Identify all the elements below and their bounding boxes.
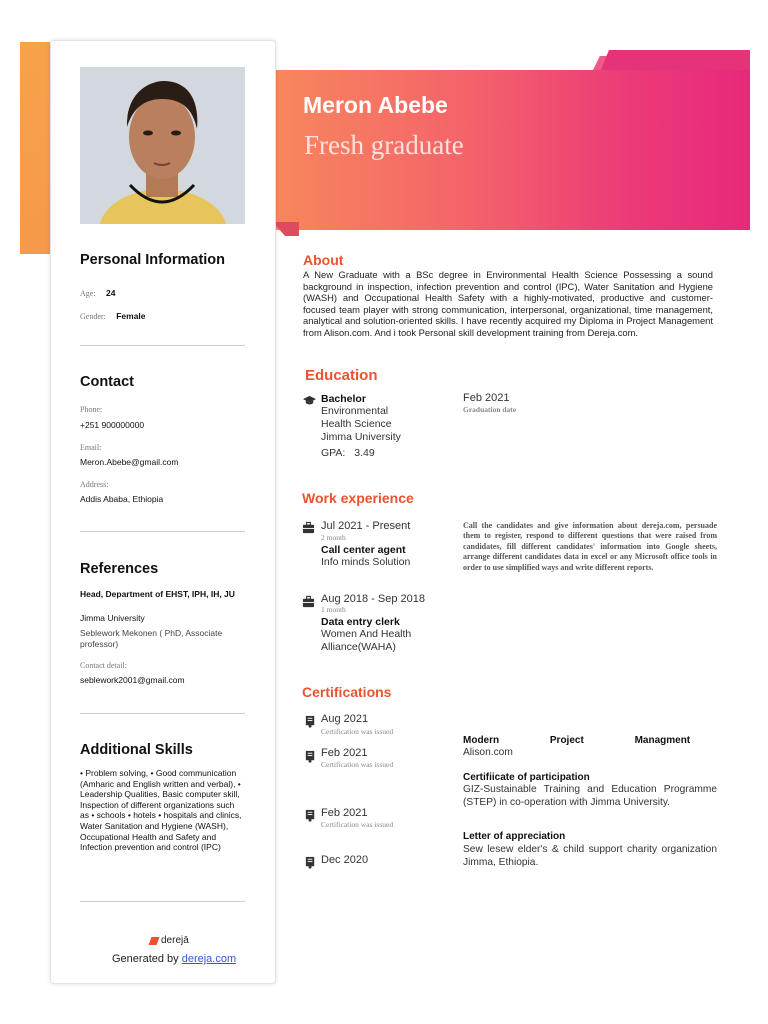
briefcase-icon (302, 595, 315, 608)
cert-1-date: Aug 2021 (321, 713, 369, 725)
cert-detail-2-title: Certifiicate of participation (463, 772, 590, 783)
graduation-date: Feb 2021 (463, 392, 510, 404)
generated-by-text: Generated by (112, 953, 182, 965)
skills-heading: Additional Skills (80, 742, 193, 758)
age-row (80, 283, 115, 301)
reference-person: Seblework Mekonen ( PhD, Associate professor) (80, 628, 223, 649)
cert-detail-1-text: Alison.com (463, 747, 513, 758)
job-2-title: Data entry clerk (321, 616, 400, 628)
cert-1-sub: Certification was issued (321, 727, 394, 736)
candidate-name: Meron Abebe (303, 92, 448, 118)
cert-2-date: Feb 2021 (321, 747, 368, 759)
certificate-icon (304, 715, 317, 728)
education-heading: Education (305, 367, 378, 384)
age-value: 24 (106, 288, 116, 298)
briefcase-icon (302, 521, 315, 534)
left-accent-tip (36, 232, 50, 254)
gender-value: Female (116, 311, 146, 321)
job-1-company: Info minds Solution (321, 556, 411, 568)
graduation-date-label: Graduation date (463, 405, 517, 414)
job-2-duration: 1 month (321, 605, 346, 614)
gpa-row (321, 447, 375, 460)
job-1-dates: Jul 2021 - Present (321, 520, 411, 532)
reference-detail-label: Contact detail: (80, 661, 127, 670)
banner-tail (273, 222, 299, 236)
email-value[interactable]: Meron.Abebe@gmail.com (80, 457, 179, 467)
certificate-icon (304, 750, 317, 763)
certifications-heading: Certifications (302, 684, 392, 700)
cert-4-date: Dec 2020 (321, 854, 369, 866)
certificate-icon (304, 809, 317, 822)
cert-detail-1-title-text: Modern Project Managment (463, 735, 691, 746)
reference-email[interactable]: seblework2001@gmail.com (80, 675, 185, 685)
cert-detail-2-text: GIZ-Sustainable Training and Education Programme (STEP) in co-operation with Jimma University. (463, 784, 717, 808)
job-1-description: Call the candidates and give information about dereja.com, persuade them to register, respond to different questions that were raised from candidates, fill different candidates' information into Google sheets, arrange different candidates data in excel or any Microsoft office tools in order to use simplified ways and write different reports. (463, 521, 717, 572)
job-1-title: Call center agent (321, 544, 406, 556)
skills-text: • Problem solving, • Good communication (Amharic and English written and verbal), • Leadership Qualities, Basic computer skill, Inspection of different organizations such as • schools • hotels • hospitals and clinics, Water Sanitation and Hygiene (WASH), Occupational Health and Safety and Infection prevention and control (IPC) (80, 768, 242, 853)
graduation-cap-icon (303, 394, 316, 407)
work-heading: Work experience (302, 490, 414, 506)
cert-2-sub: Certification was issued (321, 760, 394, 769)
about-heading: About (303, 252, 344, 268)
certificate-icon (304, 856, 317, 869)
phone-label: Phone: (80, 405, 103, 414)
phone-value: +251 900000000 (80, 420, 145, 430)
cert-3-sub: Certification was issued (321, 820, 394, 829)
cert-detail-3-title: Letter of appreciation (463, 831, 566, 842)
job-2-dates: Aug 2018 - Sep 2018 (321, 593, 425, 605)
generated-by (112, 953, 236, 965)
dereja-logo-text: derejā (161, 935, 189, 946)
about-text: A New Graduate with a BSc degree in Environmental Health Science Possessing a sound background in inspection, infection prevention and control (IPC), Water Sanitation and Hygiene (WASH) and Occupational Health Safety with a highly-motivated, productive and customer-focused team player with strong communication, interpersonal, organizational, time management, analytical and solution-oriented skills. I have recently acquired my Diploma in Project Management from Alison.com. And i took Personal skill development training from Dereja.com. (303, 269, 713, 338)
gpa-value: 3.49 (354, 447, 375, 459)
job-2-company-line-1: Women And Health (321, 628, 412, 640)
divider (80, 713, 245, 714)
field-line-1: Environmental (321, 405, 389, 417)
cert-detail-3-text: Sew lesew elder's & child support charity organization Jimma, Ethiopia. (463, 844, 717, 868)
dereja-link[interactable]: dereja.com (181, 953, 237, 965)
personal-info-heading: Personal Information (80, 252, 226, 268)
dereja-logo (150, 935, 189, 946)
address-value: Addis Ababa, Ethiopia (80, 494, 164, 504)
job-2-company-line-2: Alliance(WAHA) (321, 641, 396, 653)
degree: Bachelor (321, 393, 366, 405)
cert-detail-1-title (463, 735, 718, 746)
profile-photo (80, 67, 245, 224)
divider (80, 901, 245, 902)
references-heading: References (80, 561, 159, 577)
dereja-logo-icon (149, 937, 160, 945)
gender-label: Gender: (80, 312, 106, 321)
field-line-2: Health Science (321, 418, 392, 430)
banner-accent-tab (600, 50, 750, 72)
reference-org: Jimma University (80, 613, 145, 623)
address-label: Address: (80, 480, 109, 489)
school-name: Jimma University (321, 431, 401, 443)
contact-heading: Contact (80, 374, 134, 390)
job-1-duration: 2 month (321, 533, 346, 542)
gender-row (80, 306, 146, 324)
divider (80, 531, 245, 532)
cert-3-date: Feb 2021 (321, 807, 368, 819)
gpa-label: GPA: (321, 447, 346, 459)
candidate-subtitle: Fresh graduate (304, 130, 464, 160)
divider (80, 345, 245, 346)
age-label: Age: (80, 289, 96, 298)
left-accent-strip (20, 42, 50, 254)
reference-role: Head, Department of EHST, IPH, IH, JU (80, 589, 235, 599)
email-label: Email: (80, 443, 102, 452)
